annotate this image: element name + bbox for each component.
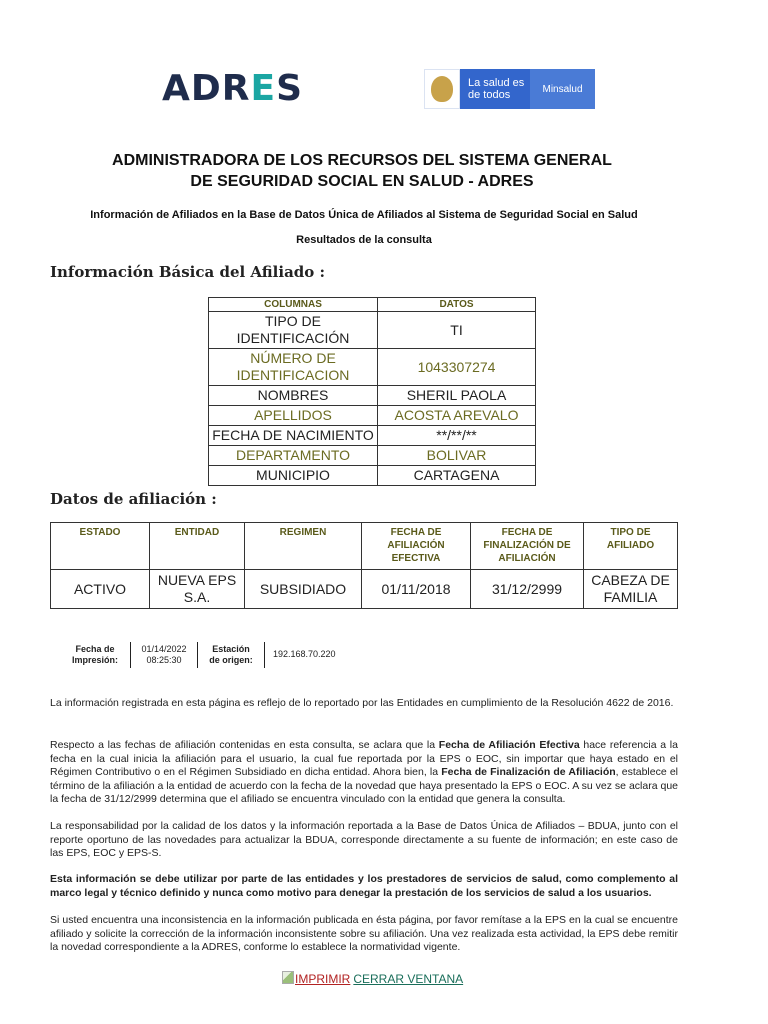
table-row xyxy=(51,570,678,609)
cell-estado: ACTIVO xyxy=(51,570,150,609)
affiliation-table xyxy=(50,522,678,609)
adres-logo-plus: E xyxy=(250,68,277,109)
cell-entidad: NUEVA EPS S.A. xyxy=(150,570,245,609)
note-responsibility: La responsabilidad por la calidad de los datos y la información reportada a la Base de Datos Única de Afiliados – BDUA, junto con el reporte oportuno de las novedades para actualizar la BDUA, corresponde directamente a su fuente de información; en este caso de las EPS, EOC y EPS-S. xyxy=(50,820,678,859)
row-label: NOMBRES xyxy=(209,386,378,406)
table-row xyxy=(209,349,536,386)
note-dates-bold-2: Fecha de Finalización de Afiliación xyxy=(441,766,616,778)
row-label: TIPO DE IDENTIFICACIÓN xyxy=(209,312,378,349)
basic-info-table xyxy=(208,297,536,486)
note-usage: Esta información se debe utilizar por parte de las entidades y los prestadores de servicios de salud, como complemento al marco legal y técnico definido y nunca como motivo para denegar la prestación de los servicios de salud a los usuarios. xyxy=(50,873,678,899)
station-value: 192.168.70.220 xyxy=(273,649,336,659)
column-header-fecha-finalizacion: FECHA DE FINALIZACIÓN DE AFILIACIÓN xyxy=(471,523,584,570)
note-inconsistency: Si usted encuentra una inconsistencia en la información publicada en ésta página, por favor remítase a la EPS en la cual se encuentre afiliado y solicite la corrección de la información inconsistente sobre su afiliación. Una vez realizada esta actividad, la EPS debe remitir la novedad correspondiente a la ADRES, conforme lo establece la normatividad vigente. xyxy=(50,914,678,953)
cell-fecha-finalizacion: 31/12/2999 xyxy=(471,570,584,609)
row-value: SHERIL PAOLA xyxy=(378,386,536,406)
row-value: CARTAGENA xyxy=(378,466,536,486)
print-link[interactable] xyxy=(282,972,350,986)
cell-fecha-afiliacion: 01/11/2018 xyxy=(362,570,471,609)
note-resolution: La información registrada en esta página es reflejo de lo reportado por las Entidades en cumplimiento de la Resolución 4622 de 2016. xyxy=(50,697,674,709)
basic-info-header-row xyxy=(209,298,536,312)
column-header-estado: ESTADO xyxy=(51,523,150,570)
table-row xyxy=(209,386,536,406)
column-header-fecha-afiliacion: FECHA DE AFILIACIÓN EFECTIVA xyxy=(362,523,471,570)
row-value: TI xyxy=(378,312,536,349)
column-header-regimen: REGIMEN xyxy=(245,523,362,570)
adres-logo-text-a: ADR xyxy=(162,68,251,109)
minsalud-slogan: La salud es de todos xyxy=(460,69,530,109)
table-row xyxy=(209,466,536,486)
page-title xyxy=(0,150,724,192)
basic-info-title: Información Básica del Afiliado : xyxy=(50,263,326,281)
note-dates xyxy=(50,739,678,807)
print-info xyxy=(60,642,344,668)
note-dates-text-2: hace referencia a la fecha en la cual inicia la afiliación para el usuario, la cual fue reportada por la EPS o EOC, sin importar que haya estado en el Régimen Contributivo o en el Régimen Subsidiado en dicha entidad. Ahora bien, la xyxy=(50,739,678,778)
adres-logo-text-b: S xyxy=(276,68,303,109)
cell-regimen: SUBSIDIADO xyxy=(245,570,362,609)
table-row xyxy=(209,312,536,349)
colombia-seal-icon xyxy=(424,69,460,109)
column-header-datos: DATOS xyxy=(378,298,536,312)
affiliation-title: Datos de afiliación : xyxy=(50,490,217,508)
printer-icon xyxy=(282,971,294,984)
table-row xyxy=(209,446,536,466)
note-dates-text-3: , establece el término de la afiliación a la entidad de acuerdo con la fecha de la novedad que haya presentado la EPS o EOC. A su vez se aclara que la fecha de 31/12/2999 determina que el afiliado se encuentra vinculado con la entidad que genera la consulta. xyxy=(50,766,678,805)
station-label: Estación de origen: xyxy=(209,644,253,665)
row-value: ACOSTA AREVALO xyxy=(378,406,536,426)
row-label: FECHA DE NACIMIENTO xyxy=(209,426,378,446)
row-label: NÚMERO DE IDENTIFICACION xyxy=(209,349,378,386)
table-row xyxy=(209,406,536,426)
print-date-label: Fecha de Impresión: xyxy=(71,644,118,665)
row-value: BOLIVAR xyxy=(378,446,536,466)
action-links xyxy=(282,971,463,986)
cell-tipo-afiliado: CABEZA DE FAMILIA xyxy=(584,570,678,609)
row-value: **/**/** xyxy=(378,426,536,446)
row-value: 1043307274 xyxy=(378,349,536,386)
column-header-entidad: ENTIDAD xyxy=(150,523,245,570)
adres-logo xyxy=(162,68,303,109)
minsalud-logo xyxy=(424,69,595,109)
note-dates-text-1: Respecto a las fechas de afiliación contenidas en esta consulta, se aclara que la xyxy=(50,739,439,751)
minsalud-name: Minsalud xyxy=(530,69,595,109)
table-row xyxy=(209,426,536,446)
note-dates-bold-1: Fecha de Afiliación Efectiva xyxy=(438,739,580,751)
page-title-line-2: DE SEGURIDAD SOCIAL EN SALUD - ADRES xyxy=(190,173,534,190)
results-heading: Resultados de la consulta xyxy=(296,234,432,246)
page-title-line-1: ADMINISTRADORA DE LOS RECURSOS DEL SISTEMA GENERAL xyxy=(112,152,612,169)
column-header-columnas: COLUMNAS xyxy=(209,298,378,312)
print-date-value: 01/14/2022 08:25:30 xyxy=(141,644,187,665)
print-link-label: IMPRIMIR xyxy=(295,972,351,986)
row-label: MUNICIPIO xyxy=(209,466,378,486)
column-header-tipo-afiliado: TIPO DE AFILIADO xyxy=(584,523,678,570)
affiliation-header-row xyxy=(51,523,678,570)
row-label: APELLIDOS xyxy=(209,406,378,426)
row-label: DEPARTAMENTO xyxy=(209,446,378,466)
close-window-link[interactable]: CERRAR VENTANA xyxy=(353,972,464,986)
page-subtitle: Información de Afiliados en la Base de Datos Única de Afiliados al Sistema de Seguridad Social en Salud xyxy=(90,209,638,221)
